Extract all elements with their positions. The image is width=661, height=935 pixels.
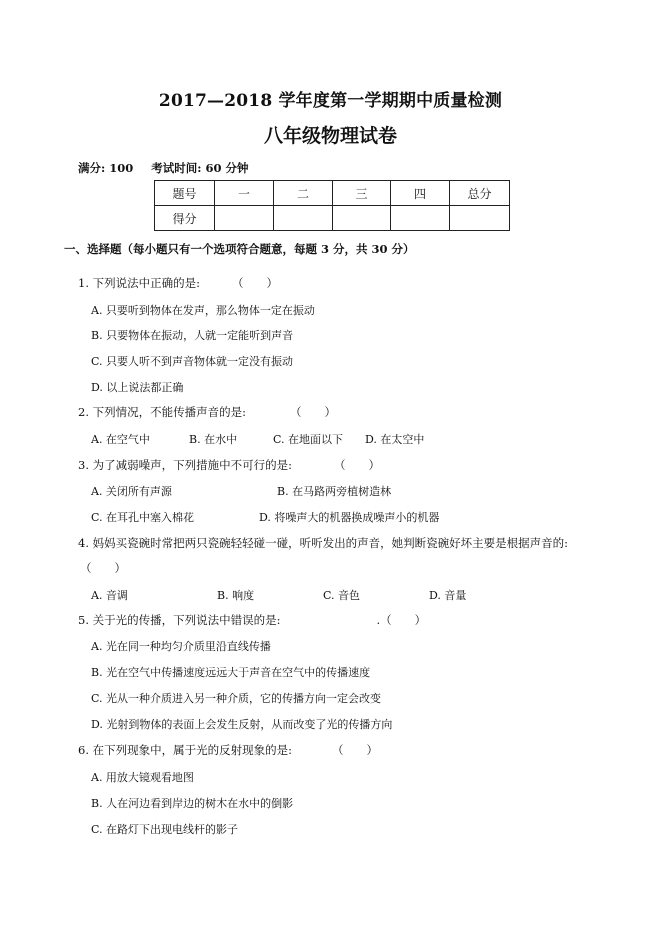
full-score: 满分: 100 (78, 161, 134, 175)
answer-paren: .（ ） (376, 613, 427, 627)
option-b: B. 只要物体在振动，人就一定能听到声音 (91, 329, 294, 342)
score-cell-4[interactable] (391, 206, 450, 231)
answer-paren: （ ） (232, 276, 279, 290)
question-3 (78, 457, 380, 473)
score-header-cell: 四 (391, 181, 450, 206)
question-4 (78, 535, 568, 551)
option-d: D. 音量 (429, 589, 467, 602)
score-cell-total[interactable] (450, 206, 510, 231)
option-a: A. 音调 (91, 589, 128, 602)
option-d: D. 在太空中 (365, 433, 425, 446)
exam-info (78, 160, 249, 176)
option-c: C. 在耳孔中塞入棉花 (91, 511, 195, 524)
option-b: B. 在马路两旁植树造林 (277, 485, 392, 498)
option-b: B. 响度 (217, 589, 255, 602)
exam-time: 考试时间: 60 分钟 (151, 161, 249, 175)
answer-paren: （ ） (332, 743, 379, 757)
question-1 (78, 275, 278, 291)
option-a: A. 在空气中 (91, 433, 150, 446)
option-b: B. 光在空气中传播速度远远大于声音在空气中的传播速度 (91, 666, 371, 679)
question-stem: 1. 下列说法中正确的是: (78, 276, 201, 290)
score-header-cell: 二 (274, 181, 333, 206)
score-table-header-row (155, 181, 510, 206)
option-b: B. 人在河边看到岸边的树木在水中的倒影 (91, 797, 294, 810)
option-c: C. 在地面以下 (273, 433, 344, 446)
option-d: D. 将噪声大的机器换成噪声小的机器 (259, 511, 440, 524)
section-heading: 一、选择题（每小题只有一个选项符合题意，每题 3 分，共 30 分） (64, 242, 415, 256)
option-b: B. 在水中 (189, 433, 238, 446)
score-cell-1[interactable] (215, 206, 274, 231)
option-c: C. 光从一种介质进入另一种介质，它的传播方向一定会改变 (91, 692, 382, 705)
score-header-cell: 三 (333, 181, 391, 206)
option-a: A. 只要听到物体在发声，那么物体一定在振动 (91, 304, 315, 317)
score-cell-2[interactable] (274, 206, 333, 231)
question-stem: 6. 在下列现象中，属于光的反射现象的是: (78, 743, 293, 757)
answer-paren: （ ） (334, 458, 381, 472)
question-stem: 5. 关于光的传播，下列说法中错误的是: (78, 613, 281, 627)
score-table (154, 180, 510, 231)
option-c: C. 在路灯下出现电线杆的影子 (91, 823, 239, 836)
question-stem: 4. 妈妈买瓷碗时常把两只瓷碗轻轻碰一碰，听听发出的声音，她判断瓷碗好坏主要是根据声音的: (78, 536, 568, 550)
score-header-cell: 一 (215, 181, 274, 206)
question-6 (78, 742, 378, 758)
question-stem: 2. 下列情况，不能传播声音的是: (78, 405, 247, 419)
question-2 (78, 404, 336, 420)
option-a: A. 用放大镜观看地图 (91, 771, 194, 784)
score-header-cell: 总分 (450, 181, 510, 206)
score-cell-3[interactable] (333, 206, 391, 231)
score-table-score-row (155, 206, 510, 231)
option-a: A. 光在同一种均匀介质里沿直线传播 (91, 640, 271, 653)
option-c: C. 音色 (323, 589, 361, 602)
score-row-label: 得分 (155, 206, 215, 231)
exam-title: 2017—2018 学年度第一学期期中质量检测 (158, 91, 503, 111)
score-header-cell: 题号 (155, 181, 215, 206)
option-a: A. 关闭所有声源 (91, 485, 172, 498)
question-5 (78, 612, 426, 628)
question-stem: 3. 为了减弱噪声，下列措施中不可行的是: (78, 458, 293, 472)
option-d: D. 以上说法都正确 (91, 381, 184, 394)
exam-subtitle: 八年级物理试卷 (263, 125, 397, 147)
answer-paren: （ ） (80, 561, 126, 575)
option-d: D. 光射到物体的表面上会发生反射，从而改变了光的传播方向 (91, 718, 393, 731)
answer-paren: （ ） (290, 405, 337, 419)
option-c: C. 只要人听不到声音物体就一定没有振动 (91, 355, 294, 368)
